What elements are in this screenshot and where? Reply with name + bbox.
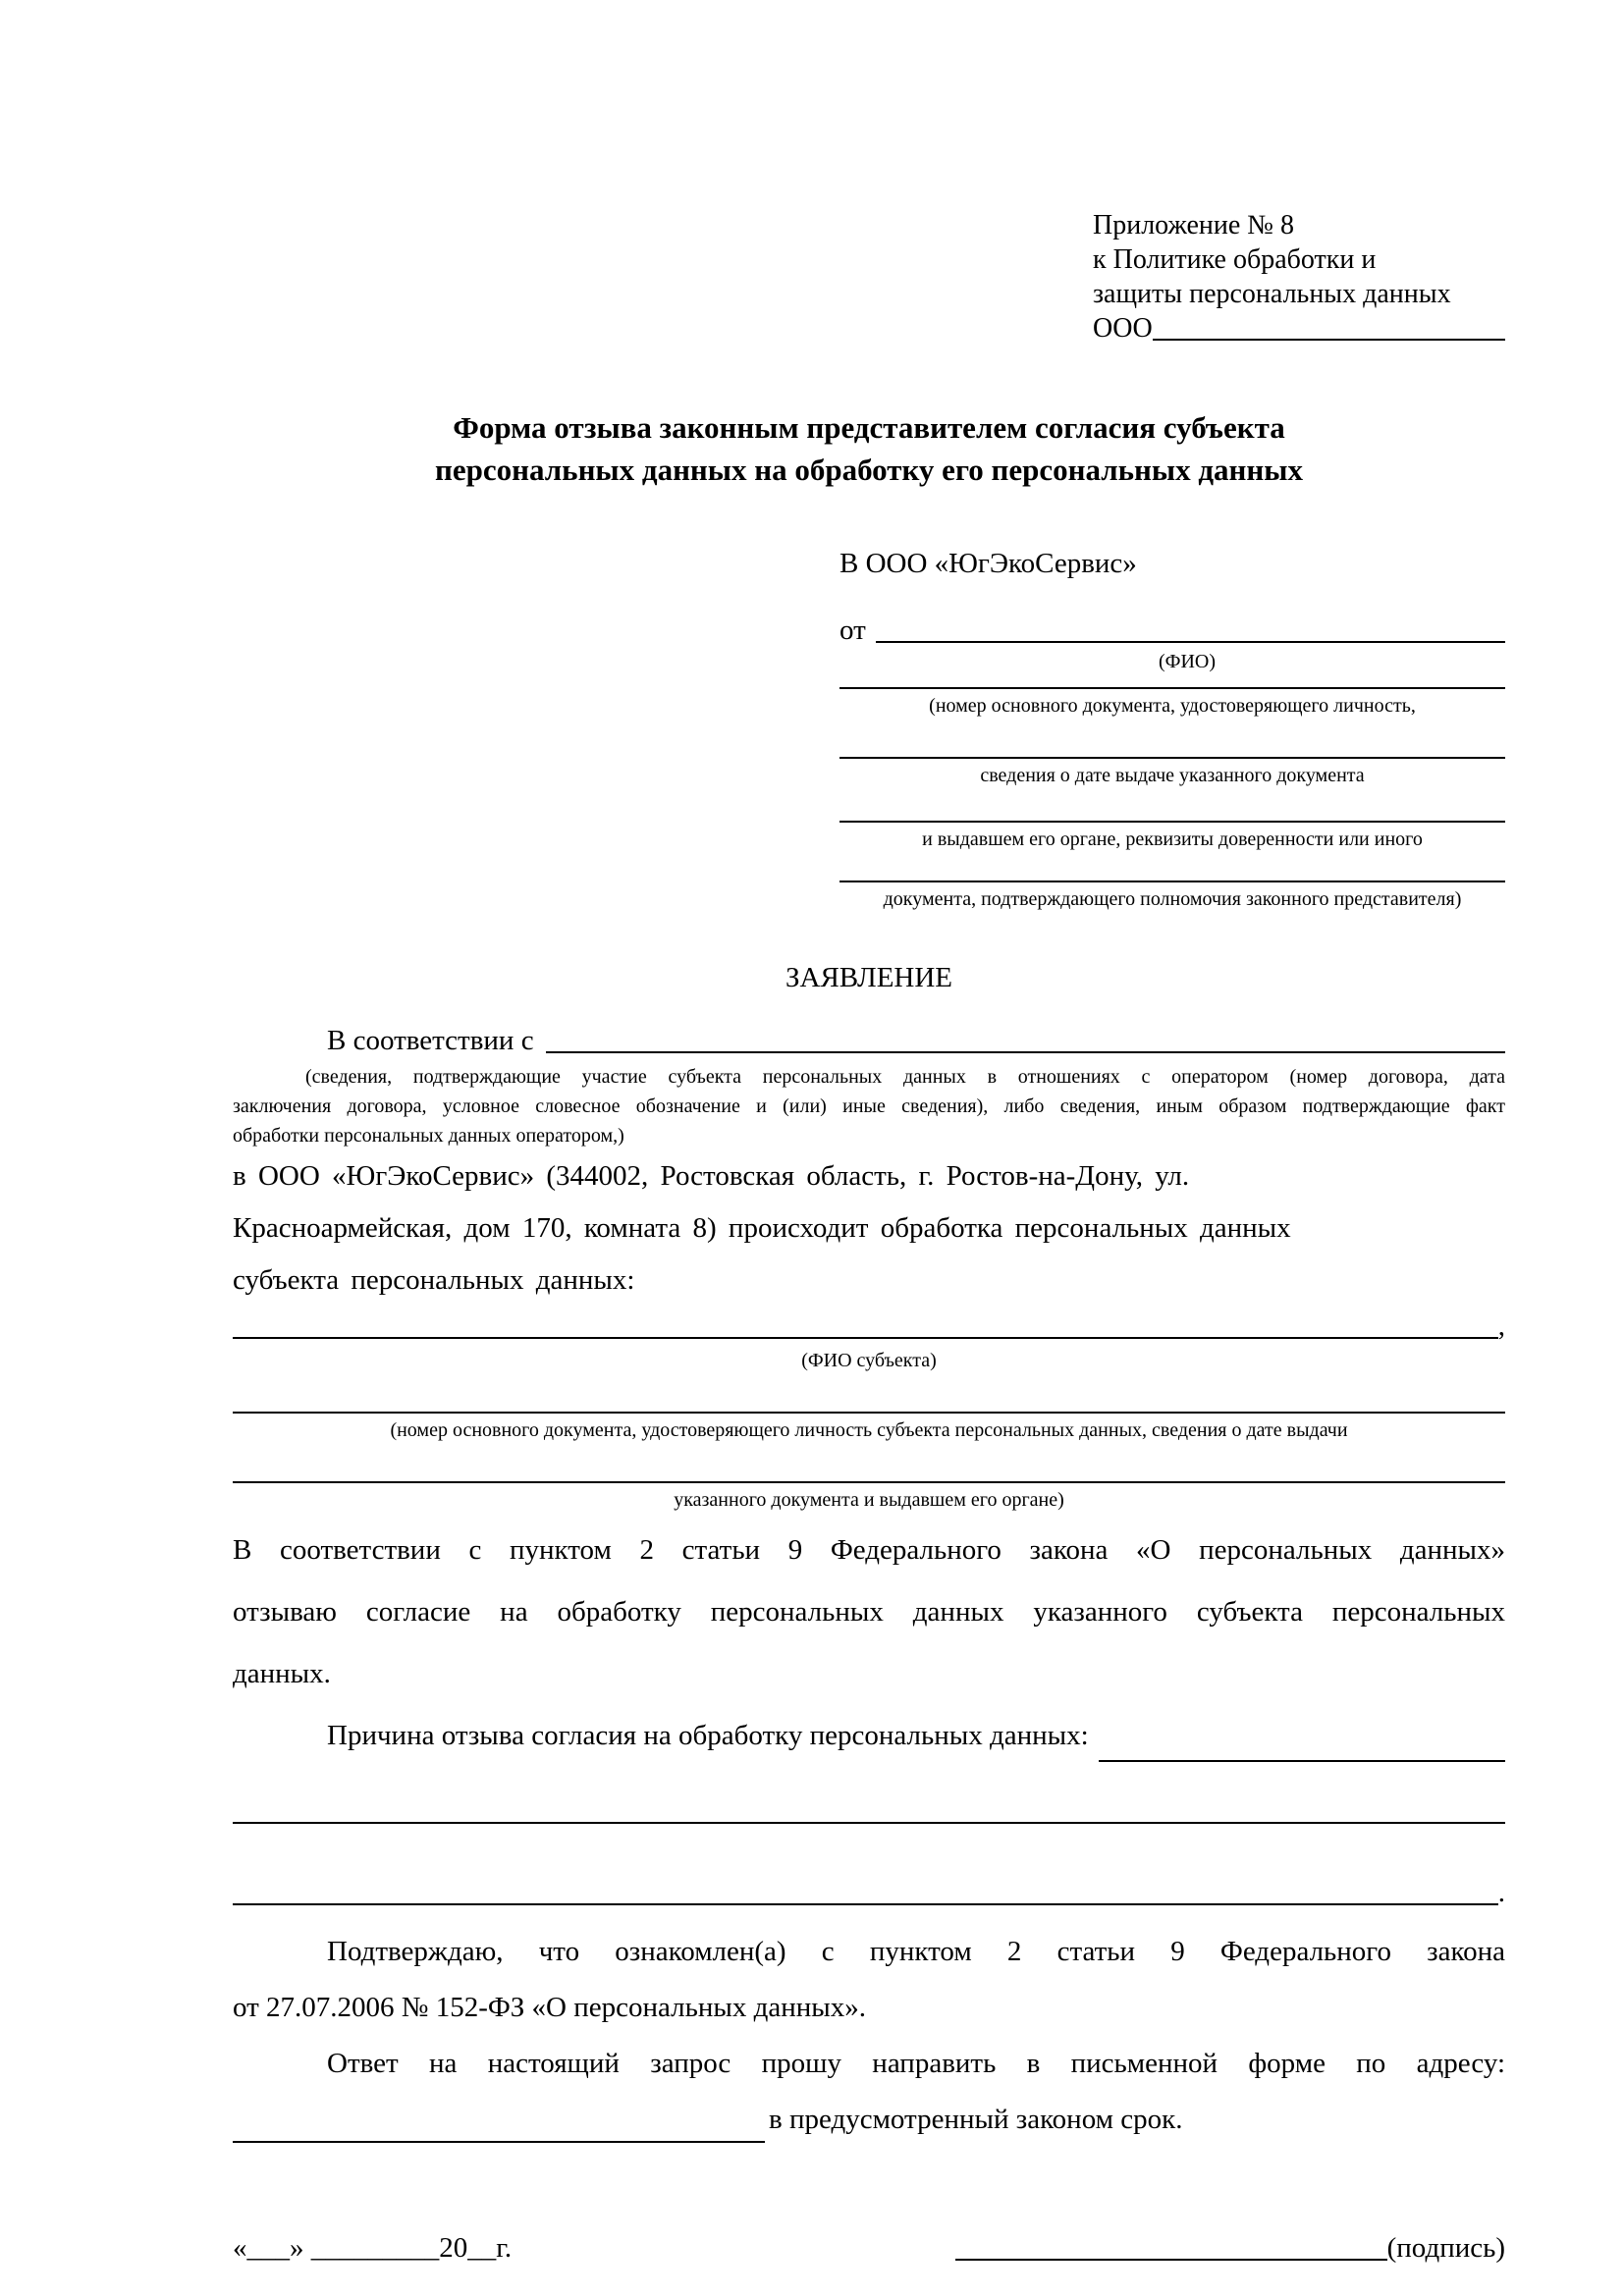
operator-paragraph (233, 1150, 1505, 1307)
ooo-row (1093, 311, 1505, 346)
reply-tail: в предусмотренный законом срок. (769, 2104, 1183, 2135)
reason-blank-row-2 (233, 1875, 1505, 1910)
signature-blank[interactable] (955, 2259, 1387, 2261)
reply-address-row (233, 2092, 1505, 2148)
representative-doc-blank-1[interactable] (839, 687, 1505, 689)
representative-doc-caption-2: сведения о дате выдаче указанного документа (980, 765, 1365, 786)
footer-row (233, 2230, 1505, 2266)
basis-caption-line-3: обработки персональных данных оператором,) (233, 1125, 624, 1147)
annex-number: Приложение № 8 (1093, 210, 1294, 240)
reply-paragraph (233, 2036, 1505, 2148)
subject-doc-caption-1: (номер основного документа, удостоверяющего личность субъекта персональных данных, сведения о дате выдачи (390, 1419, 1348, 1441)
ooo-name-blank[interactable] (1153, 339, 1505, 341)
representative-doc-blank-2[interactable] (839, 757, 1505, 759)
withdrawal-paragraph (233, 1520, 1505, 1705)
reason-blank-line-2[interactable] (233, 1903, 1498, 1905)
date-blank[interactable]: «___» _________20__г. (233, 2232, 513, 2264)
representative-doc-caption-1: (номер основного документа, удостоверяющего личность, (929, 695, 1416, 717)
reply-address-blank[interactable] (233, 2141, 765, 2143)
basis-caption-line-2: заключения договора, условное словесное обозначение и (или) иные сведения), либо сведения, иным образом подтверждающие факт (233, 1095, 1505, 1117)
subject-fio-caption: (ФИО субъекта) (801, 1350, 937, 1371)
reason-blank-line-1[interactable] (233, 1822, 1505, 1824)
accordance-row (233, 1023, 1505, 1058)
from-label: от (839, 614, 866, 646)
representative-doc-caption-4: документа, подтверждающего полномочия законного представителя) (883, 888, 1462, 910)
annex-policy-line: к Политике обработки и (1093, 244, 1377, 275)
signature-group (955, 2230, 1505, 2266)
operator-paragraph-line-1: в ООО «ЮгЭкоСервис» (344002, Ростовская область, г. Ростов-на-Дону, ул. (233, 1160, 1190, 1192)
document-title (233, 406, 1505, 491)
fio-caption: (ФИО) (1158, 651, 1216, 672)
withdrawal-line-2: отзываю согласие на обработку персональных данных указанного субъекта персональных (233, 1596, 1505, 1628)
annex-policy-line-2: защиты персональных данных (1093, 279, 1451, 309)
accordance-basis-blank[interactable] (546, 1051, 1505, 1053)
document-content (233, 0, 1505, 2266)
operator-paragraph-line-3: субъекта персональных данных: (233, 1264, 635, 1296)
representative-fio-blank[interactable] (876, 641, 1505, 643)
accordance-label: В соответствии с (327, 1025, 534, 1056)
confirmation-line-2: от 27.07.2006 № 152-ФЗ «О персональных данных». (233, 1992, 867, 2023)
subject-fio-comma: , (1497, 1310, 1505, 1342)
subject-doc-blank-2[interactable] (233, 1481, 1505, 1483)
withdrawal-line-3: данных. (233, 1658, 331, 1689)
from-row (839, 613, 1505, 648)
basis-caption (233, 1062, 1505, 1150)
annex-header (1093, 208, 1505, 346)
subject-fio-row (233, 1308, 1505, 1344)
ooo-label: ООО (1093, 313, 1153, 344)
reason-row (233, 1705, 1505, 1767)
representative-doc-blank-3[interactable] (839, 821, 1505, 823)
reason-blank-inline[interactable] (1099, 1760, 1505, 1762)
confirmation-paragraph (233, 1924, 1505, 2036)
subject-doc-blank-1[interactable] (233, 1412, 1505, 1414)
addressee-block (839, 546, 1505, 911)
representative-doc-blank-4[interactable] (839, 881, 1505, 882)
reason-label: Причина отзыва согласия на обработку персональных данных: (327, 1720, 1089, 1751)
addressee-organization: В ООО «ЮгЭкоСервис» (839, 548, 1137, 579)
statement-heading: ЗАЯВЛЕНИЕ (785, 962, 953, 993)
signature-caption: (подпись) (1386, 2232, 1505, 2264)
basis-caption-line-1: (сведения, подтверждающие участие субъекта персональных данных в отношениях с оператором (номер договора, дата (305, 1066, 1505, 1088)
confirmation-line-1: Подтверждаю, что ознакомлен(а) с пунктом 2 статьи 9 Федерального закона (327, 1936, 1505, 1967)
representative-doc-caption-3: и выдавшем его органе, реквизиты доверенности или иного (922, 828, 1423, 850)
reply-line-1: Ответ на настоящий запрос прошу направить в письменной форме по адресу: (327, 2048, 1505, 2079)
subject-doc-caption-2: указанного документа и выдавшем его органе) (674, 1489, 1064, 1511)
subject-fio-blank[interactable] (233, 1337, 1498, 1339)
document-title-line-2: персональных данных на обработку его персональных данных (435, 453, 1303, 487)
reason-period: . (1497, 1877, 1505, 1908)
withdrawal-line-1: В соответствии с пунктом 2 статьи 9 Федерального закона «О персональных данных» (233, 1534, 1505, 1566)
operator-paragraph-line-2: Красноармейская, дом 170, комната 8) происходит обработка персональных данных (233, 1212, 1291, 1244)
document-title-line-1: Форма отзыва законным представителем согласия субъекта (453, 410, 1285, 445)
